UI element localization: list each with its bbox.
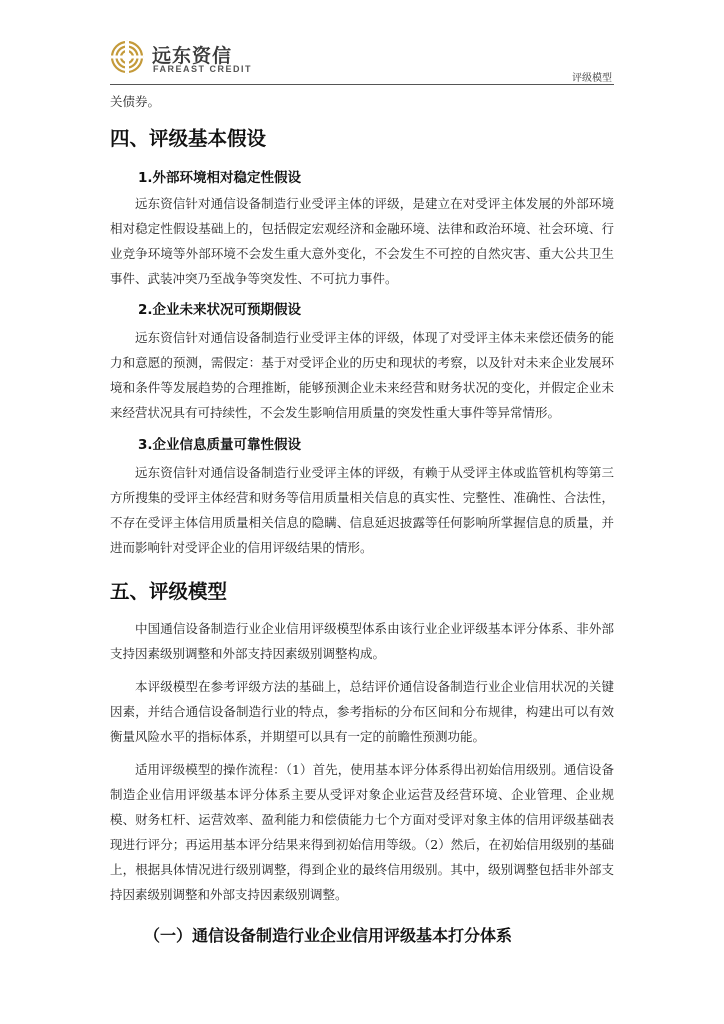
section-5-paragraph-2: 本评级模型在参考评级方法的基础上，总结评价通信设备制造行业企业信用状况的关键因素，并结合通信设备制造行业的特点，参考指标的分布区间和分布规律，构建出可以有效衡量风险水平的指标体系，并期望可以具有一定的前瞻性预测功能。 <box>110 679 614 744</box>
section-4-heading: 四、评级基本假设 <box>110 127 267 150</box>
subsection-5-1-heading: （一）通信设备制造行业企业信用评级基本打分体系 <box>144 926 513 945</box>
subsection-1-heading: 1.外部环境相对稳定性假设 <box>138 170 302 186</box>
subsection-2-heading: 2.企业未来状况可预期假设 <box>138 302 302 318</box>
document-body <box>110 90 614 946</box>
section-5-heading: 五、评级模型 <box>110 580 228 603</box>
page-header <box>0 0 724 90</box>
section-5-paragraph-3: 适用评级模型的操作流程：（1）首先，使用基本评分体系得出初始信用级别。通信设备制造企业信用评级基本评分体系主要从受评对象企业运营及经营环境、企业管理、企业规模、财务杠杆、运营效率、盈利能力和偿债能力七个方面对受评对象主体的信用评级基础表现进行评分；再运用基本评分结果来得到初始信用等级。（2）然后，在初始信用级别的基础上，根据具体情况进行级别调整，得到企业的最终信用级别。其中，级别调整包括非外部支持因素级别调整和外部支持因素级别调整。 <box>110 762 614 902</box>
subsection-3-heading: 3.企业信息质量可靠性假设 <box>138 437 302 453</box>
logo-name-en: FAREAST CREDIT <box>153 64 253 74</box>
fareast-logo-icon <box>110 40 144 74</box>
continuation-text: 关债券。 <box>110 94 161 109</box>
header-divider <box>110 84 614 85</box>
header-section-label: 评级模型 <box>572 73 612 84</box>
logo-name-cn: 远东资信 <box>152 45 233 67</box>
subsection-2-paragraph: 远东资信针对通信设备制造行业受评主体的评级，体现了对受评主体未来偿还债务的能力和意愿的预测，需假定：基于对受评企业的历史和现状的考察，以及针对未来企业发展环境和条件等发展趋势的合理推断，能够预测企业未来经营和财务状况的变化，并假定企业未来经营状况具有可持续性，不会发生影响信用质量的突发性重大事件等异常情形。 <box>110 330 614 420</box>
subsection-1-paragraph: 远东资信针对通信设备制造行业受评主体的评级，是建立在对受评主体发展的外部环境相对稳定性假设基础上的，包括假定宏观经济和金融环境、法律和政治环境、社会环境、行业竞争环境等外部环境不会发生重大意外变化，不会发生不可控的自然灾害、重大公共卫生事件、武装冲突乃至战争等突发性、不可抗力事件。 <box>110 196 614 286</box>
section-5-paragraph-1: 中国通信设备制造行业企业信用评级模型体系由该行业企业评级基本评分体系、非外部支持因素级别调整和外部支持因素级别调整构成。 <box>110 621 614 661</box>
subsection-3-paragraph: 远东资信针对通信设备制造行业受评主体的评级，有赖于从受评主体或监管机构等第三方所搜集的受评主体经营和财务等信用质量相关信息的真实性、完整性、准确性、合法性，不存在受评主体信用质量相关信息的隐瞒、信息延迟披露等任何影响所掌握信息的质量，并进而影响针对受评企业的信用评级结果的情形。 <box>110 465 614 555</box>
